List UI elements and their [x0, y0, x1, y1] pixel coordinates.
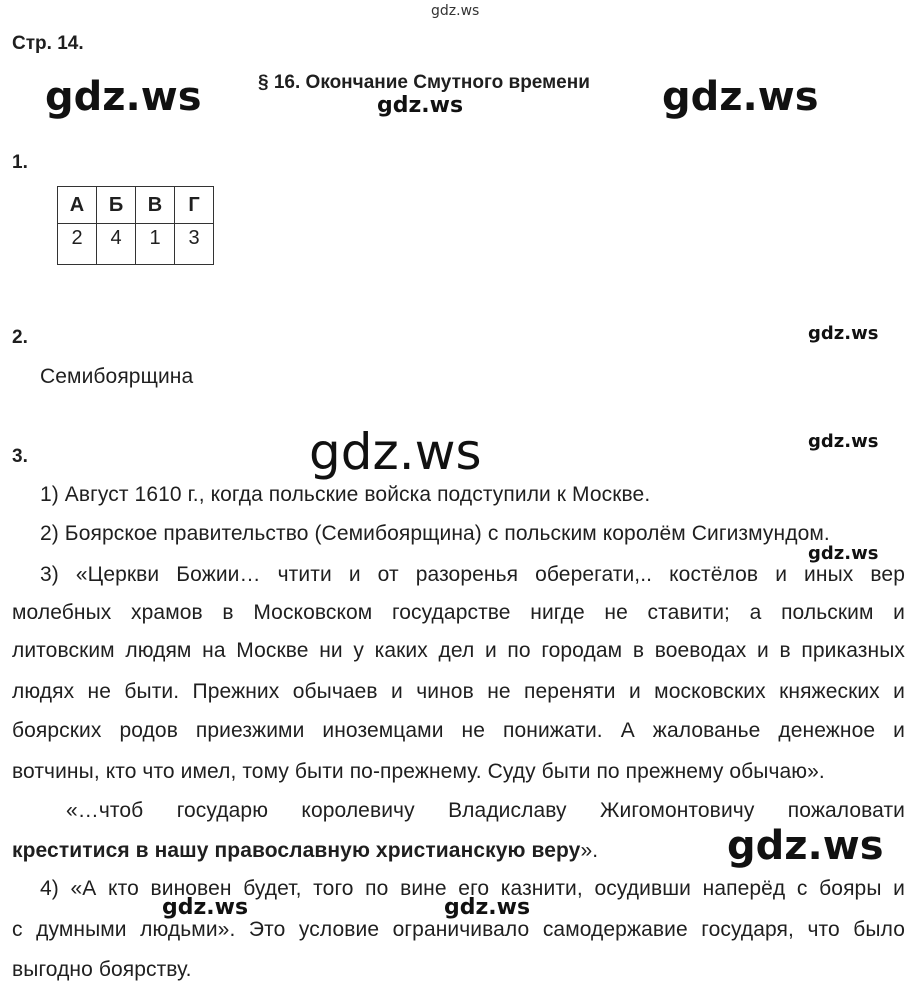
table-value-cell: 1	[136, 224, 175, 265]
answer-line: 3) «Церкви Божии… чтити и от разоренья оберегати,.. костёлов и иных вер	[40, 563, 905, 586]
answer-line: молебных храмов в Московском государстве нигде не ставити; а польским и	[12, 601, 905, 624]
answer-line	[12, 839, 598, 863]
table-value-cell: 2	[58, 224, 97, 265]
watermark: gdz.ws	[162, 895, 249, 920]
answer-line: «…чтоб государю королевичу Владиславу Жигомонтовичу пожаловати	[66, 799, 905, 822]
task-2-answer: Семибоярщина	[40, 365, 194, 388]
watermark: gdz.ws	[431, 3, 480, 19]
page-ref: Стр. 14.	[12, 33, 84, 54]
watermark: gdz.ws	[377, 93, 464, 118]
task-2-number: 2.	[12, 327, 28, 348]
bold-quote: креститися в нашу православную христианскую веру	[12, 839, 581, 862]
table-value-cell: 4	[97, 224, 136, 265]
watermark: gdz.ws	[45, 74, 202, 120]
watermark: gdz.ws	[808, 431, 879, 452]
answer-line: людях не быти. Прежних обычаев и чинов не переняти и московских княжеских и	[12, 680, 905, 703]
table-header-cell: А	[58, 187, 97, 224]
answer-line: с думными людьми». Это условие ограничивало самодержавие государя, что было	[12, 918, 905, 941]
answer-line: 2) Боярское правительство (Семибоярщина) с польским королём Сигизмундом.	[40, 522, 830, 545]
page-title: § 16. Окончание Смутного времени	[258, 72, 590, 93]
task-1-number: 1.	[12, 152, 28, 173]
task-3-number: 3.	[12, 446, 28, 467]
table-header-cell: В	[136, 187, 175, 224]
answer-line: 1) Август 1610 г., когда польские войска подступили к Москве.	[40, 483, 651, 506]
table-header-cell: Б	[97, 187, 136, 224]
watermark: gdz.ws	[808, 323, 879, 344]
watermark: gdz.ws	[444, 895, 531, 920]
answer-line: литовским людям на Москве ни у каких дел и по городам в воеводах и в приказных	[12, 639, 905, 662]
watermark: gdz.ws	[662, 74, 819, 120]
watermark: gdz.ws	[727, 823, 884, 869]
watermark: gdz.ws	[309, 423, 482, 481]
watermark: gdz.ws	[808, 543, 879, 564]
table-value-cell: 3	[175, 224, 214, 265]
answer-line: выгодно боярству.	[12, 958, 192, 981]
answer-line: 4) «А кто виновен будет, того по вине его казнити, осудивши наперёд с бояры и	[40, 877, 905, 900]
answer-line: вотчины, кто что имел, тому быти по-прежнему. Суду быти по прежнему обычаю».	[12, 760, 825, 783]
answer-table	[57, 186, 214, 265]
quote-end: ».	[580, 839, 599, 862]
table-header-cell: Г	[175, 187, 214, 224]
answer-line: боярских родов приезжими иноземцами не понижати. А жалованье денежное и	[12, 719, 905, 742]
